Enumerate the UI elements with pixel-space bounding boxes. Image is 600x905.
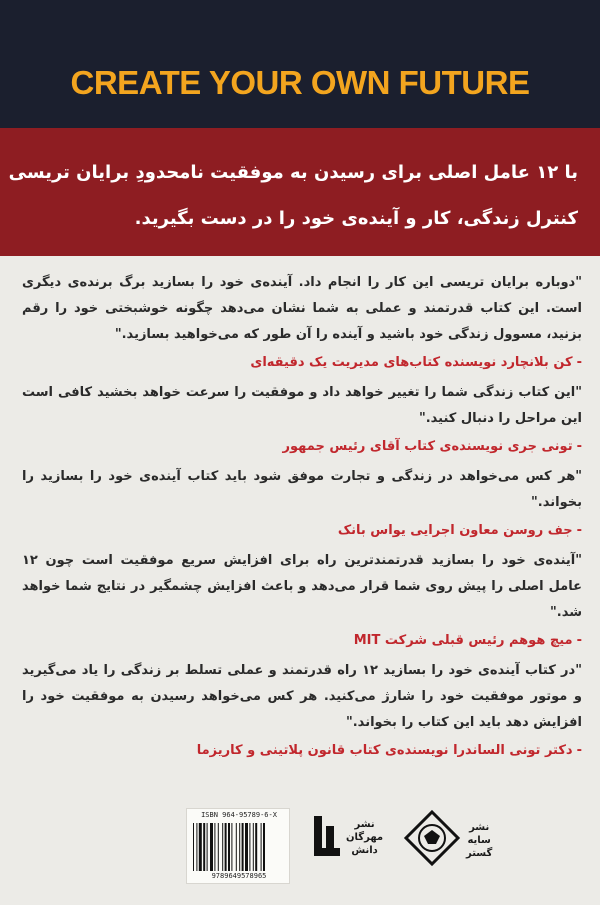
barcode-bar xyxy=(255,823,257,871)
subtitle-band xyxy=(0,128,600,256)
testimonial-attribution: -جف روسن معاون اجرایی یواس بانک xyxy=(337,523,582,538)
barcode-bar xyxy=(199,823,202,871)
barcode-bar xyxy=(261,823,262,871)
barcode-bar xyxy=(193,823,194,871)
barcode-bar xyxy=(263,823,265,871)
testimonial-quote: "هر کس می‌خواهد در زندگی و تجارت موفق شود باید کتاب آینده‌ی خود را بسازید را بخواند." xyxy=(22,469,582,510)
barcode-bars xyxy=(193,823,285,871)
publisher-mehregan xyxy=(312,812,392,862)
mehregan-line-1: نشر xyxy=(354,818,375,830)
testimonial-quote: "آینده‌ی خود را بسازید قدرتمندترین راه برای افزایش سریع موفقیت است چون ۱۲ عامل اصلی را پیش روی شما قرار می‌دهد و باعث افزایش چشمگیر در نتایج شما خواهد شد." xyxy=(22,553,582,620)
testimonial-quote: "این کتاب زندگی شما را تغییر خواهد داد و موفقیت را سرعت خواهد بخشید کافی است این مراحل را دنبال کنید." xyxy=(22,385,582,426)
title-band xyxy=(0,0,600,128)
barcode-bar xyxy=(225,823,227,871)
barcode-bar xyxy=(222,823,223,871)
publisher-sayeh xyxy=(402,808,512,872)
sayeh-name xyxy=(466,821,492,860)
mehregan-logo-icon xyxy=(312,812,342,862)
barcode-bar xyxy=(239,823,240,871)
sayeh-line-1: نشر xyxy=(469,821,490,833)
mehregan-line-2: مهرگان xyxy=(346,831,384,843)
testimonial-attribution: -میچ هوهم رئیس قبلی شرکت MIT xyxy=(353,633,582,648)
mehregan-line-3: دانش xyxy=(351,844,378,856)
testimonial-attribution: -دکتر تونی الساندرا نویسنده‌ی کتاب قانون پلاتینی و کاریزما xyxy=(196,743,582,758)
attribution-text: دکتر تونی الساندرا نویسنده‌ی کتاب قانون پلاتینی و کاریزما xyxy=(196,743,573,758)
isbn-label: ISBN 964-95789-6-X xyxy=(201,811,277,819)
testimonial-quote: "دوباره برایان تریسی این کار را انجام داد. آینده‌ی خود را بسازید برگ برنده‌ی دیگری است. این کتاب قدرتمند و عملی به شما نشان می‌دهد چگونه خوشبختی خود را رقم بزنید، مسوول زندگی خود باشید و آینده را آن طور که می‌خواهید بسازید." xyxy=(22,275,582,342)
isbn-barcode xyxy=(186,808,290,884)
barcode-bar xyxy=(214,823,215,871)
barcode-bar xyxy=(228,823,230,871)
barcode-bar xyxy=(245,823,248,871)
attribution-text: میچ هوهم رئیس قبلی شرکت MIT xyxy=(353,633,573,648)
barcode-number: 9789649578965 xyxy=(211,872,267,880)
barcode-bar xyxy=(210,823,213,871)
barcode-bar xyxy=(242,823,244,871)
barcode-bar xyxy=(203,823,205,871)
barcode-bar xyxy=(253,823,254,871)
attribution-text: تونی جری نویسنده‌ی کتاب آقای رئیس جمهور xyxy=(282,439,573,454)
barcode-bar xyxy=(207,823,208,871)
barcode-bar xyxy=(236,823,237,871)
subtitle-line-2: کنترل زندگی، کار و آینده‌ی خود را در دست بگیرید. xyxy=(134,208,578,229)
subtitle-line-1: با ۱۲ عامل اصلی برای رسیدن به موفقیت نامحدودِ برایان تریسی xyxy=(8,162,578,183)
testimonials xyxy=(0,256,600,796)
sayeh-logo-icon xyxy=(402,808,462,872)
sayeh-line-2: سایه xyxy=(467,834,491,846)
sayeh-line-3: گستر xyxy=(466,847,493,859)
testimonial-attribution: -کن بلانچارد نویسنده کتاب‌های مدیریت یک دقیقه‌ای xyxy=(250,355,582,370)
attribution-text: جف روسن معاون اجرایی یواس بانک xyxy=(337,523,573,538)
barcode-bar xyxy=(218,823,219,871)
barcode-bar xyxy=(249,823,250,871)
testimonial-attribution: -تونی جری نویسنده‌ی کتاب آقای رئیس جمهور xyxy=(282,439,582,454)
barcode-bar xyxy=(231,823,232,871)
attribution-text: کن بلانچارد نویسنده کتاب‌های مدیریت یک دقیقه‌ای xyxy=(250,355,573,370)
testimonial-quote: "در کتاب آینده‌ی خود را بسازید ۱۲ راه قدرتمند و عملی تسلط بر زندگی را یاد می‌گیرید و موتور موفقیت خود را شارژ می‌کنید. هر کس می‌خواهد رسیدن به موفقیت خود را افزایش دهد باید این کتاب را بخواند." xyxy=(22,663,582,730)
english-title: CREATE YOUR OWN FUTURE xyxy=(70,64,530,101)
mehregan-name xyxy=(346,818,383,857)
barcode-bar xyxy=(196,823,197,871)
